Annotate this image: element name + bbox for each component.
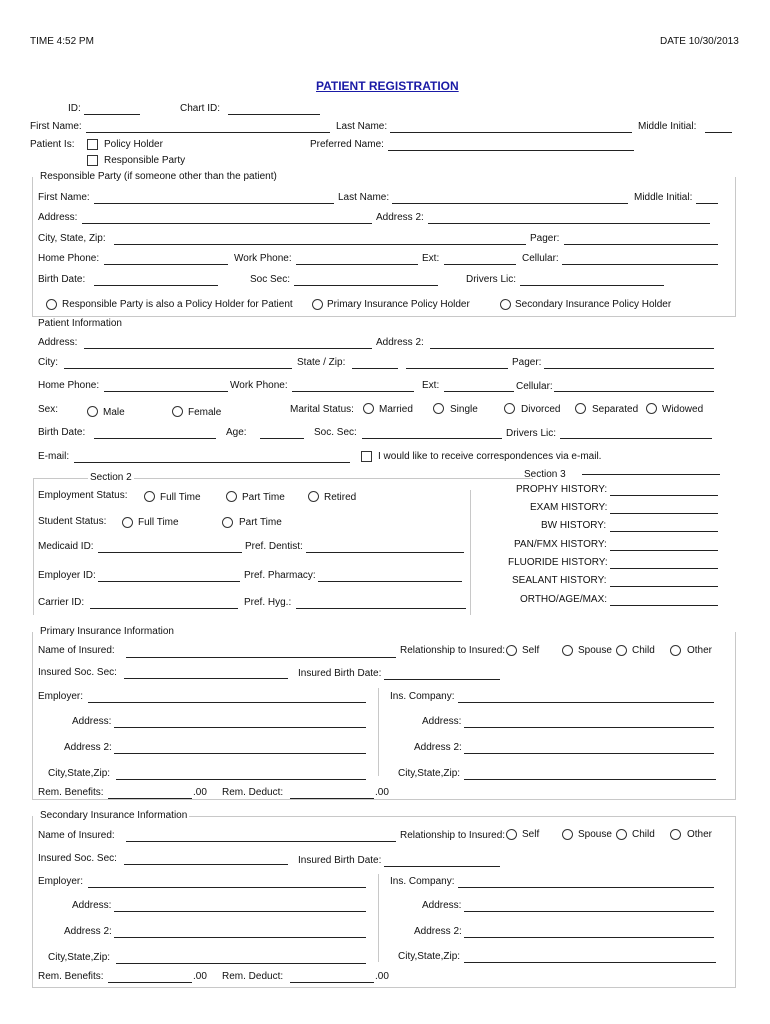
p-name-of-insured-label: Name of Insured: [38,645,115,656]
s-spouse-radio[interactable] [562,829,573,840]
s-spouse-label: Spouse [578,829,612,840]
student-status-label: Student Status: [38,516,107,527]
pat-city-label: City: [38,357,58,368]
p-ins-address2-label: Address 2: [414,742,462,753]
s-soc-sec-label: Insured Soc. Sec: [38,853,117,864]
s-emp-city-label: City,State,Zip: [48,952,111,963]
married-radio[interactable] [363,403,374,414]
resp-soc-sec-label: Soc Sec: [250,274,291,285]
pat-ext-field[interactable] [444,391,514,392]
prophy-history-field[interactable] [610,495,718,496]
fluoride-history-field[interactable] [610,568,718,569]
chart-id-label: Chart ID: [180,103,221,114]
resp-work-phone-field[interactable] [296,264,418,265]
pat-soc-sec-field[interactable] [362,438,502,439]
secondary-holder-radio[interactable] [500,299,511,310]
section2-left-border [33,478,34,615]
preferred-name-field[interactable] [388,150,634,151]
p-rem-deduct-cents: .00 [375,787,389,798]
s-rem-benefits-cents: .00 [193,971,207,982]
sex-male-label: Male [103,407,125,418]
pref-hyg-label: Pref. Hyg.: [244,597,292,608]
pat-address2-label: Address 2: [376,337,424,348]
pat-cellular-label: Cellular: [516,381,553,392]
responsible-party-checkbox[interactable] [87,155,98,166]
p-rem-deduct-field[interactable] [290,798,374,799]
divorced-label: Divorced [521,404,561,415]
id-label: ID: [68,103,81,114]
p-ins-address-field[interactable] [464,727,714,728]
section3-title: Section 3 [524,469,566,480]
s-emp-address2-label: Address 2: [64,926,112,937]
s-emp-city-field[interactable] [116,963,366,964]
p-ins-city-label: City,State,Zip: [398,768,461,779]
middle-initial-field[interactable] [705,132,732,133]
section-divider [470,490,471,615]
pat-birth-date-label: Birth Date: [38,427,86,438]
resp-work-phone-label: Work Phone: [234,253,292,264]
p-child-radio[interactable] [616,645,627,656]
resp-drivers-lic-label: Drivers Lic: [466,274,517,285]
student-part-time-radio[interactable] [222,517,233,528]
p-spouse-label: Spouse [578,645,612,656]
pat-work-phone-field[interactable] [292,391,414,392]
pat-home-phone-label: Home Phone: [38,380,100,391]
pref-hyg-field[interactable] [296,608,466,609]
p-other-radio[interactable] [670,645,681,656]
resp-ext-field[interactable] [444,264,516,265]
resp-birth-date-label: Birth Date: [38,274,86,285]
pat-city-field[interactable] [64,368,292,369]
p-relationship-label: Relationship to Insured: [400,645,506,656]
sex-male-radio[interactable] [87,406,98,417]
divorced-radio[interactable] [504,403,515,414]
s-emp-address-field[interactable] [114,911,366,912]
fluoride-history-label: FLUORIDE HISTORY: [508,557,608,568]
resp-last-name-label: Last Name: [338,192,390,203]
resp-pager-field[interactable] [564,244,718,245]
pat-zip-field[interactable] [406,368,508,369]
employment-full-time-label: Full Time [160,492,201,503]
first-name-label: First Name: [30,121,82,132]
bw-history-label: BW HISTORY: [541,520,607,531]
exam-history-label: EXAM HISTORY: [530,502,608,513]
pat-address-field[interactable] [84,348,372,349]
pat-pager-label: Pager: [512,357,542,368]
p-name-of-insured-field[interactable] [126,657,396,658]
resp-address2-label: Address 2: [376,212,424,223]
s-name-of-insured-label: Name of Insured: [38,830,115,841]
widowed-radio[interactable] [646,403,657,414]
s-other-radio[interactable] [670,829,681,840]
last-name-field[interactable] [390,132,632,133]
p-self-radio[interactable] [506,645,517,656]
resp-first-name-label: First Name: [38,192,90,203]
s-self-radio[interactable] [506,829,517,840]
p-emp-address2-label: Address 2: [64,742,112,753]
patient-section-title: Patient Information [38,318,122,329]
secondary-holder-label: Secondary Insurance Policy Holder [515,299,672,310]
pat-cellular-field[interactable] [554,391,714,392]
s-ins-city-field[interactable] [464,962,716,963]
student-full-time-radio[interactable] [122,517,133,528]
secondary-top-border [188,816,736,817]
resp-policy-holder-label: Responsible Party is also a Policy Holder for Patient [62,299,293,310]
resp-home-phone-field[interactable] [104,264,228,265]
p-employer-field[interactable] [88,702,366,703]
p-spouse-radio[interactable] [562,645,573,656]
p-rem-benefits-label: Rem. Benefits: [38,787,104,798]
s-ins-address-field[interactable] [464,911,714,912]
resp-last-name-field[interactable] [392,203,628,204]
resp-cellular-label: Cellular: [522,253,559,264]
pan-fmx-history-field[interactable] [610,550,718,551]
pref-pharmacy-field[interactable] [318,581,462,582]
p-ins-address2-field[interactable] [464,753,714,754]
employment-retired-radio[interactable] [308,491,319,502]
pat-email-field[interactable] [74,462,350,463]
ortho-age-max-field[interactable] [610,605,718,606]
sex-female-radio[interactable] [172,406,183,417]
resp-home-phone-label: Home Phone: [38,253,100,264]
pat-age-field[interactable] [260,438,304,439]
section2-title: Section 2 [90,472,132,483]
s-soc-sec-field[interactable] [124,864,288,865]
resp-ext-label: Ext: [422,253,440,264]
p-child-label: Child [632,645,655,656]
widowed-label: Widowed [662,404,704,415]
resp-soc-sec-field[interactable] [294,285,438,286]
policy-holder-checkbox[interactable] [87,139,98,150]
first-name-field[interactable] [86,132,330,133]
resp-address2-field[interactable] [428,223,710,224]
p-rem-deduct-label: Rem. Deduct: [222,787,284,798]
exam-history-field[interactable] [610,513,718,514]
page-title: PATIENT REGISTRATION [316,79,459,93]
s-ins-city-label: City,State,Zip: [398,951,461,962]
pat-email-label: E-mail: [38,451,70,462]
s-employer-label: Employer: [38,876,84,887]
employment-part-time-label: Part Time [242,492,285,503]
marital-status-label: Marital Status: [290,404,354,415]
p-emp-city-label: City,State,Zip: [48,768,111,779]
pat-home-phone-field[interactable] [104,391,228,392]
employer-id-field[interactable] [98,581,240,582]
s-rem-deduct-field[interactable] [290,982,374,983]
p-birth-date-label: Insured Birth Date: [298,668,382,679]
pat-sex-label: Sex: [38,404,59,415]
p-ins-company-label: Ins. Company: [390,691,455,702]
s-rem-deduct-label: Rem. Deduct: [222,971,284,982]
employment-part-time-radio[interactable] [226,491,237,502]
p-soc-sec-label: Insured Soc. Sec: [38,667,117,678]
pref-dentist-field[interactable] [306,552,464,553]
pref-dentist-label: Pref. Dentist: [245,541,303,552]
last-name-label: Last Name: [336,121,388,132]
s-emp-address2-field[interactable] [114,937,366,938]
pat-drivers-lic-label: Drivers Lic: [506,428,557,439]
email-consent-label: I would like to receive correspondences via e-mail. [378,451,602,462]
p-emp-address2-field[interactable] [114,753,366,754]
ortho-age-max-label: ORTHO/AGE/MAX: [520,594,608,605]
resp-middle-initial-label: Middle Initial: [634,192,693,203]
s-self-label: Self [522,829,540,840]
separated-label: Separated [592,404,639,415]
s-employer-field[interactable] [88,887,366,888]
resp-first-name-field[interactable] [94,203,334,204]
p-employer-label: Employer: [38,691,84,702]
pat-state-zip-label: State / Zip: [297,357,346,368]
prophy-history-label: PROPHY HISTORY: [516,484,608,495]
policy-holder-label: Policy Holder [104,139,163,150]
s-other-label: Other [687,829,713,840]
p-ins-city-field[interactable] [464,779,716,780]
resp-address-field[interactable] [82,223,372,224]
resp-birth-date-field[interactable] [94,285,218,286]
pat-work-phone-label: Work Phone: [230,380,288,391]
s-birth-date-field[interactable] [384,866,500,867]
p-other-label: Other [687,645,713,656]
s-emp-address-label: Address: [72,900,112,911]
secondary-center-divider [378,874,379,962]
email-consent-checkbox[interactable] [361,451,372,462]
s-ins-address2-field[interactable] [464,937,714,938]
single-radio[interactable] [433,403,444,414]
responsible-party-section-title: Responsible Party (if someone other than the patient) [40,171,277,182]
single-label: Single [450,404,478,415]
resp-address-label: Address: [38,212,78,223]
married-label: Married [379,404,413,415]
p-ins-company-field[interactable] [458,702,714,703]
bw-history-field[interactable] [610,531,718,532]
sealant-history-label: SEALANT HISTORY: [512,575,607,586]
medicaid-id-label: Medicaid ID: [38,541,94,552]
student-full-time-label: Full Time [138,517,179,528]
employment-full-time-radio[interactable] [144,491,155,502]
pat-pager-field[interactable] [544,368,714,369]
primary-section-title: Primary Insurance Information [40,626,174,637]
s-child-radio[interactable] [616,829,627,840]
carrier-id-label: Carrier ID: [38,597,85,608]
chart-id-field[interactable] [228,114,320,115]
patient-is-label: Patient Is: [30,139,75,150]
pat-drivers-lic-field[interactable] [560,438,712,439]
p-soc-sec-field[interactable] [124,678,288,679]
sealant-history-field[interactable] [610,586,718,587]
pat-birth-date-field[interactable] [94,438,216,439]
s-child-label: Child [632,829,655,840]
s-ins-company-label: Ins. Company: [390,876,455,887]
resp-cellular-field[interactable] [562,264,718,265]
separated-radio[interactable] [575,403,586,414]
s-name-of-insured-field[interactable] [126,841,396,842]
sex-female-label: Female [188,407,222,418]
employer-id-label: Employer ID: [38,570,96,581]
pat-soc-sec-label: Soc. Sec: [314,427,357,438]
pat-address2-field[interactable] [430,348,714,349]
p-emp-address-field[interactable] [114,727,366,728]
p-emp-city-field[interactable] [116,779,366,780]
p-birth-date-field[interactable] [384,679,500,680]
employment-retired-label: Retired [324,492,357,503]
pat-age-label: Age: [226,427,247,438]
time-label: TIME 4:52 PM [30,36,94,47]
pat-address-label: Address: [38,337,78,348]
resp-pager-label: Pager: [530,233,560,244]
p-rem-benefits-field[interactable] [108,798,192,799]
resp-middle-initial-field[interactable] [696,203,718,204]
middle-initial-label: Middle Initial: [638,121,697,132]
preferred-name-label: Preferred Name: [310,139,384,150]
section3-divider [582,474,720,475]
s-birth-date-label: Insured Birth Date: [298,855,382,866]
student-part-time-label: Part Time [239,517,282,528]
pref-pharmacy-label: Pref. Pharmacy: [244,570,316,581]
carrier-id-field[interactable] [90,608,238,609]
employment-status-label: Employment Status: [38,490,128,501]
s-relationship-label: Relationship to Insured: [400,830,506,841]
p-ins-address-label: Address: [422,716,462,727]
date-label: DATE 10/30/2013 [660,36,739,47]
id-field[interactable] [84,114,140,115]
resp-policy-holder-radio[interactable] [46,299,57,310]
primary-holder-label: Primary Insurance Policy Holder [327,299,470,310]
s-rem-deduct-cents: .00 [375,971,389,982]
s-ins-company-field[interactable] [458,887,714,888]
s-rem-benefits-field[interactable] [108,982,192,983]
pan-fmx-history-label: PAN/FMX HISTORY: [514,539,607,550]
resp-drivers-lic-field[interactable] [520,285,664,286]
p-rem-benefits-cents: .00 [193,787,207,798]
secondary-section-title: Secondary Insurance Information [40,810,188,821]
pat-state-field[interactable] [352,368,398,369]
p-self-label: Self [522,645,540,656]
primary-holder-radio[interactable] [312,299,323,310]
medicaid-id-field[interactable] [98,552,242,553]
s-ins-address-label: Address: [422,900,462,911]
resp-city-state-zip-label: City, State, Zip: [38,233,106,244]
resp-city-state-zip-field[interactable] [114,244,526,245]
s-rem-benefits-label: Rem. Benefits: [38,971,104,982]
s-ins-address2-label: Address 2: [414,926,462,937]
primary-center-divider [378,688,379,776]
responsible-party-label: Responsible Party [104,155,186,166]
p-emp-address-label: Address: [72,716,112,727]
pat-ext-label: Ext: [422,380,440,391]
